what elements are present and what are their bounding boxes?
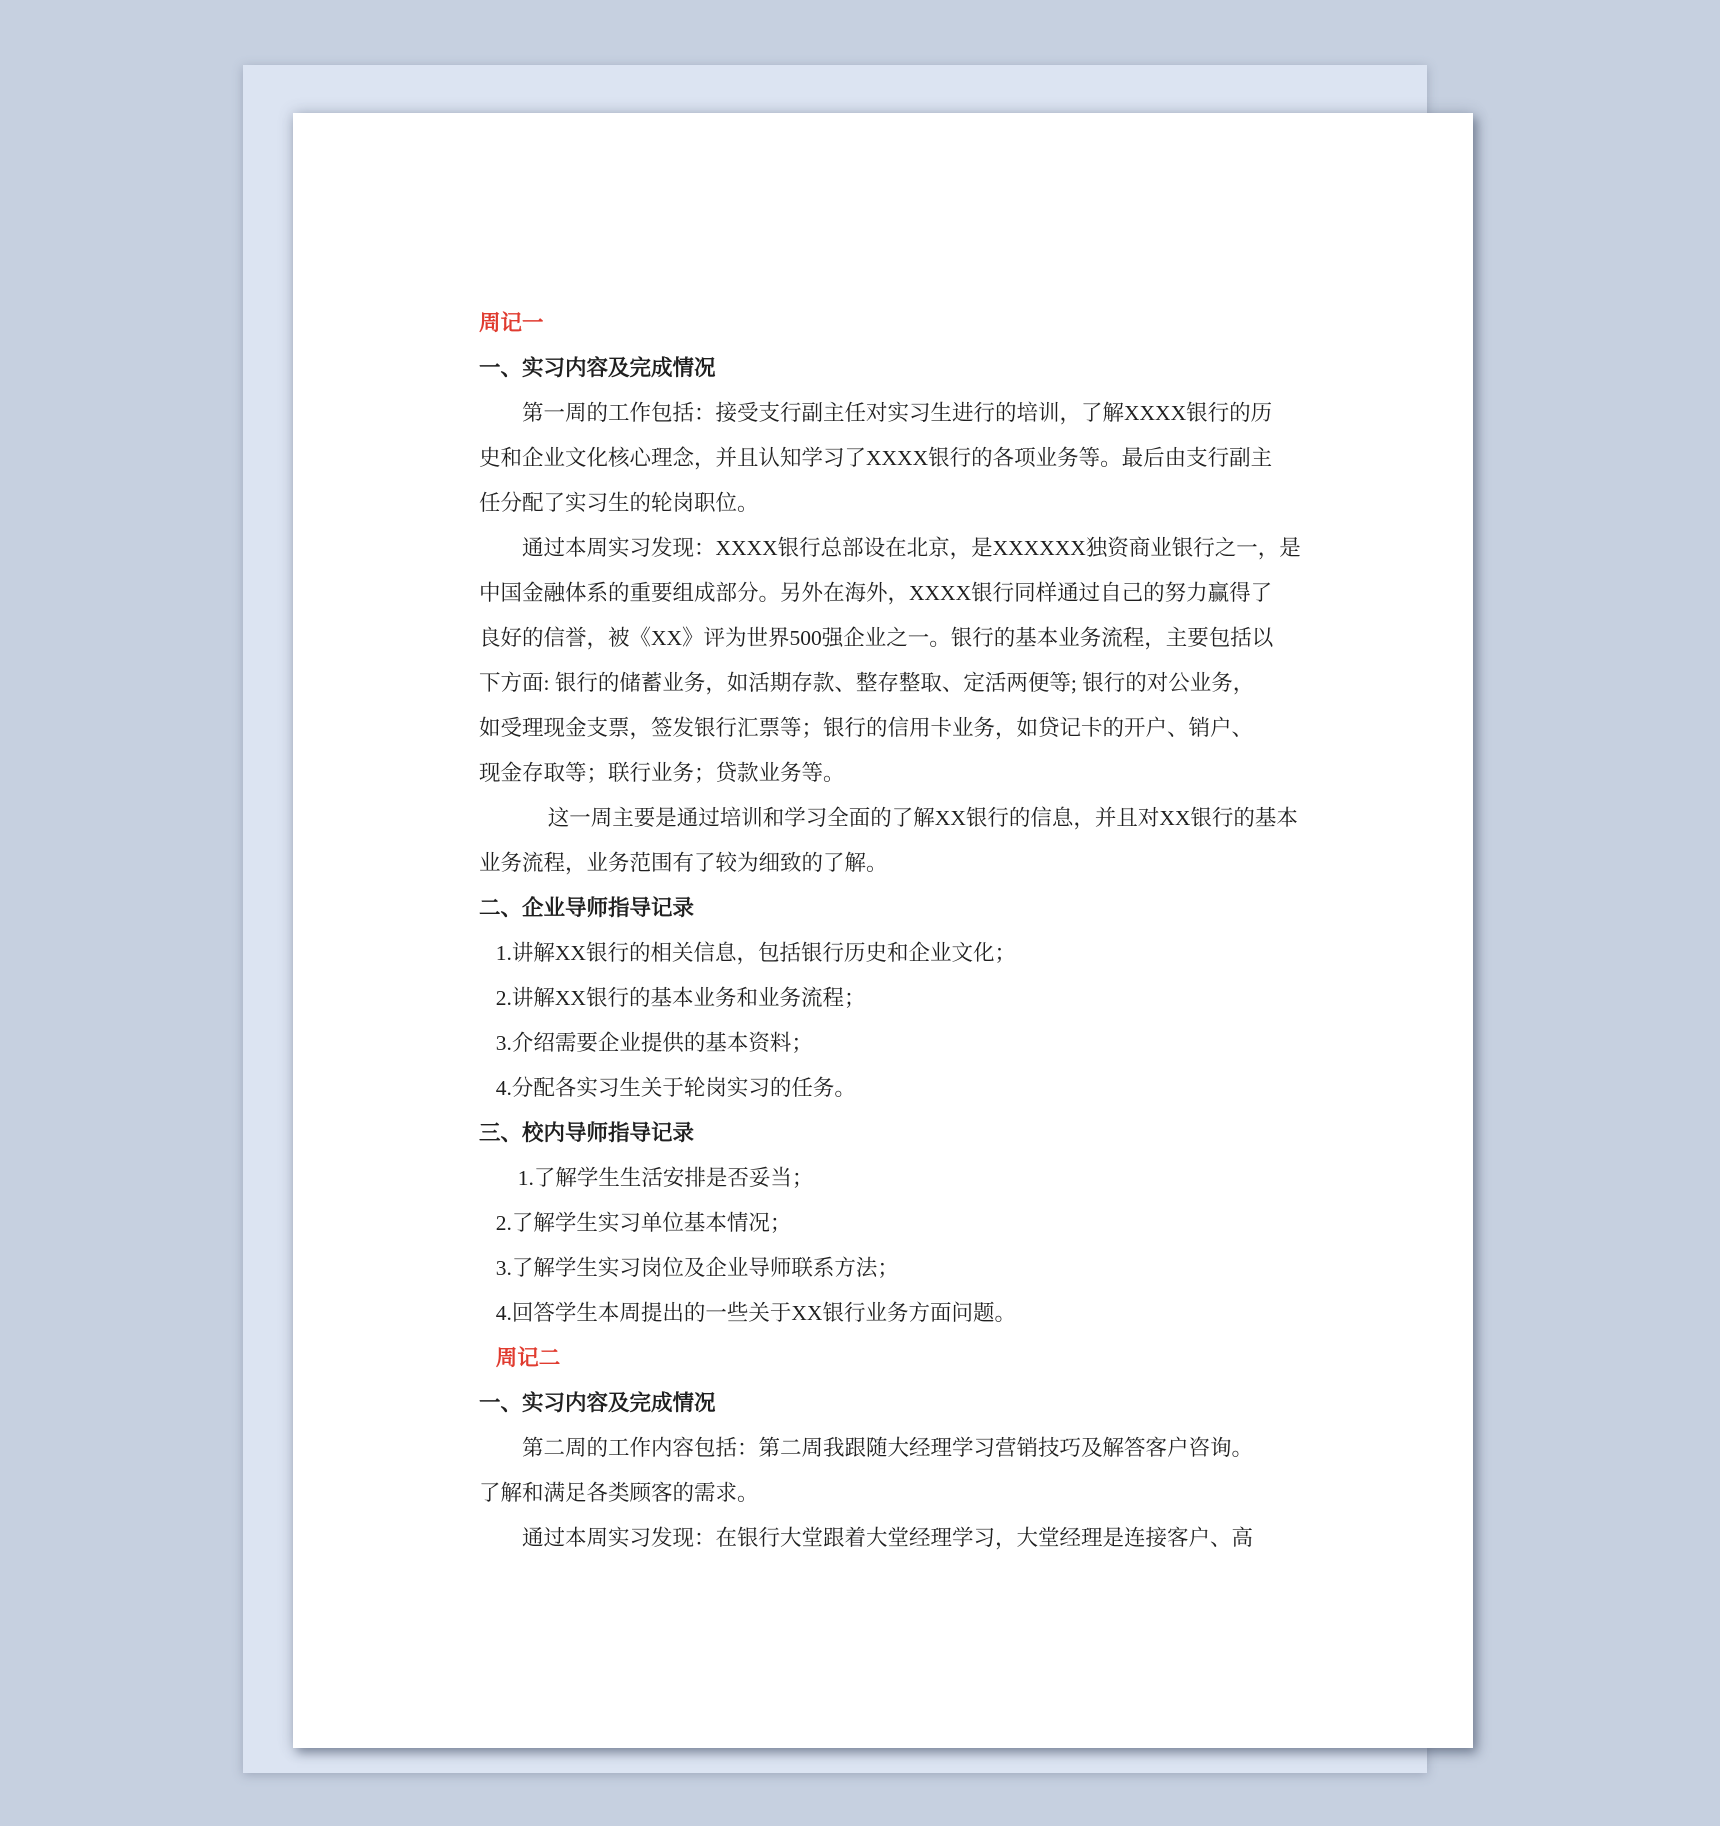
week-1-heading: 周记一 xyxy=(479,311,544,335)
document-line: 这一周主要是通过培训和学习全面的了解XX银行的信息，并且对XX银行的基本 xyxy=(547,806,1298,830)
document-line: 现金存取等；联行业务；贷款业务等。 xyxy=(479,761,845,785)
section-heading: 二、企业导师指导记录 xyxy=(479,896,695,920)
list-item: 3.了解学生实习岗位及企业导师联系方法； xyxy=(495,1256,899,1280)
document-page xyxy=(293,113,1473,1748)
week-2-heading: 周记二 xyxy=(495,1346,561,1370)
document-line: 下方面: 银行的储蓄业务，如活期存款、整存整取、定活两便等; 银行的对公业务， xyxy=(479,671,1255,695)
list-item: 4.分配各实习生关于轮岗实习的任务。 xyxy=(495,1076,856,1100)
list-item: 1.了解学生生活安排是否妥当； xyxy=(517,1166,814,1190)
document-line: 第一周的工作包括：接受支行副主任对实习生进行的培训，了解XXXX银行的历 xyxy=(522,401,1273,425)
document-line: 中国金融体系的重要组成部分。另外在海外，XXXX银行同样通过自己的努力赢得了 xyxy=(479,581,1273,605)
document-line: 第二周的工作内容包括：第二周我跟随大经理学习营销技巧及解答客户咨询。 xyxy=(522,1436,1254,1460)
section-heading: 三、校内导师指导记录 xyxy=(479,1121,695,1145)
document-line: 史和企业文化核心理念，并且认知学习了XXXX银行的各项业务等。最后由支行副主 xyxy=(479,446,1273,470)
list-item: 3.介绍需要企业提供的基本资料； xyxy=(495,1031,813,1055)
list-item: 4.回答学生本周提出的一些关于XX银行业务方面问题。 xyxy=(495,1301,1016,1325)
document-line: 通过本周实习发现：XXXX银行总部设在北京，是XXXXXX独资商业银行之一，是 xyxy=(522,536,1301,560)
section-heading: 一、实习内容及完成情况 xyxy=(479,356,716,380)
document-content xyxy=(479,301,1301,1561)
document-line: 任分配了实习生的轮岗职位。 xyxy=(479,491,759,515)
section-heading: 一、实习内容及完成情况 xyxy=(479,1391,716,1415)
list-item: 2.讲解XX银行的基本业务和业务流程； xyxy=(495,986,866,1010)
document-line: 如受理现金支票，签发银行汇票等；银行的信用卡业务，如贷记卡的开户、销户、 xyxy=(479,716,1254,740)
document-line: 了解和满足各类顾客的需求。 xyxy=(479,1481,759,1505)
list-item: 2.了解学生实习单位基本情况； xyxy=(495,1211,792,1235)
document-line: 良好的信誉，被《XX》评为世界500强企业之一。银行的基本业务流程，主要包括以 xyxy=(479,626,1274,650)
list-item: 1.讲解XX银行的相关信息，包括银行历史和企业文化； xyxy=(495,941,1016,965)
document-line: 业务流程，业务范围有了较为细致的了解。 xyxy=(479,851,888,875)
document-line: 通过本周实习发现：在银行大堂跟着大堂经理学习，大堂经理是连接客户、高 xyxy=(522,1526,1254,1550)
